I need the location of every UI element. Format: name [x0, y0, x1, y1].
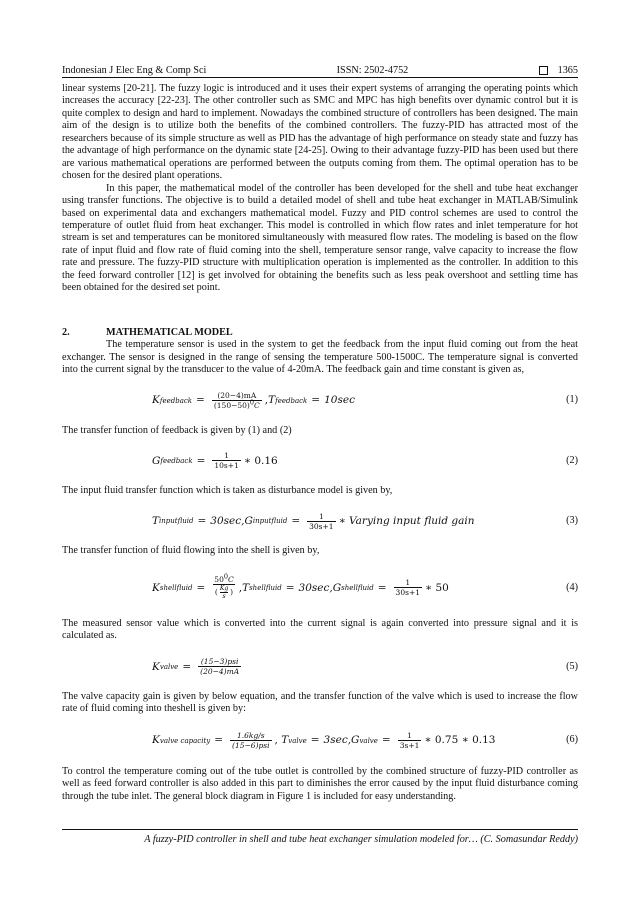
equation-1 — [62, 389, 578, 413]
issn: ISSN: 2502-4752 — [336, 65, 409, 76]
equation-1-math: K feedback = $\frac{(20-4)mA}{(150-50)^0C}$ , T feedback = 10sec — [152, 391, 355, 411]
equation-4 — [62, 570, 578, 606]
equation-6-math: K valve capacity = $\frac{1.6kg/s}{\text{(15−6)psi}}$ , T valve = 3sec, G valve = $\frac{1}{3s+1}$ ∗ 0.75 ∗ 0.13 — [152, 731, 496, 751]
body-text — [62, 83, 578, 803]
paragraph: The valve capacity gain is given by below equation, and the transfer function of the valve which is used to increase the flow rate of fluid coming into theshell is given by: — [62, 690, 578, 715]
equation-5-math: K valve = $\frac{\text{(15−3)psi}}{(20-4)mA}$ — [152, 657, 240, 677]
checkbox-square-icon — [539, 66, 548, 75]
journal-name: Indonesian J Elec Eng & Comp Sci — [62, 65, 207, 76]
section-heading — [62, 327, 578, 339]
equation-3-math: T inputfluid = 30sec, G inputfluid = $\frac{1}{30s+1}$ ∗ Varying input fluid gain — [152, 511, 475, 531]
section-title: MATHEMATICAL MODEL — [106, 326, 233, 338]
paragraph: To control the temperature coming out of the tube outlet is controlled by the combined structure of fuzzy-PID controller as well as feed forward controller is also added in this part to diminishes the error caused by the input fluid disturbance coming through the tube inlet. The general block diagram in Figure 1 is included for easy understanding. — [62, 765, 578, 802]
equation-number: (1) — [566, 394, 578, 406]
paragraph: In this paper, the mathematical model of the controller has been developed for the shell and tube heat exchanger using transfer functions. The objective is to build a detailed model of shell and tube heat exchanger in MATLAB/Simulink based on experimental data and exchangers mathematical model. Fuzzy and PID control schemes are used to control the temperature of outlet fluid from heat exchanger. This model is controlled in which flow rates and inlet temperature for hot stream is set and temperatures can be monitored simultaneously with measured flow rates. The modeling is based on the flow rate of input fluid and flow rate of fluid coming into the shell, temperature sensor range, valve capacity to increase the flow rate and pressure. The fuzzy-PID structure with multiplication operation is implemented as the controller. In addition to this the feed forward controller [12] is get involved for obtaining the benefits such as less peak overshoot and settling time has been obtained for the desired set point. — [62, 182, 578, 294]
footer-rule — [62, 829, 578, 830]
paragraph: The transfer function of fluid flowing into the shell is given by, — [62, 545, 320, 557]
equation-number: (3) — [566, 515, 578, 527]
page-number: 1365 — [557, 65, 578, 76]
equation-6 — [62, 728, 578, 754]
equation-4-math: K shellfluid = $50^0C$ ( $\frac{Kg}{s}$ ) , T shellfluid = 30sec, G shellfluid = $\frac{1}{30s+1}$ ∗ 50 — [152, 572, 449, 601]
paragraph: The transfer function of feedback is given by (1) and (2) — [62, 424, 292, 436]
equation-3 — [62, 509, 578, 533]
equation-number: (5) — [566, 660, 578, 672]
running-header — [62, 58, 578, 76]
running-footer: A fuzzy-PID controller in shell and tube heat exchanger simulation modeled for… (C. Somasundar Reddy) — [144, 834, 578, 845]
paragraph: linear systems [20-21]. The fuzzy logic is introduced and it uses their expert systems of arranging the operating points which increases the accuracy [22-23]. The other controller such as SMC and MPC has high benefits over dynamic control but it is quite complex to design and hard to implement. Nowadays the combined structure of controllers has been designed. The main aim of the design is to utilize both the benefits of the combined controllers. The fuzzy-PID has attracted most of the researchers because of its simple structure as well as PID has the advantage of high performance on steady state and fuzzy has the advantage of high performance on the dynamic state [24-25]. Owing to their advantage fuzzy-PID has been used but there are various mathematical operations are performed between the outputs coming from them. The optimal operation has to be chosen for the desired plant operations. — [62, 83, 578, 182]
header-rule — [62, 77, 578, 78]
paragraph: The input fluid transfer function which is taken as disturbance model is given by, — [62, 484, 393, 496]
paragraph: The temperature sensor is used in the system to get the feedback from the input fluid coming out from the heat exchanger. The sensor is designed in the range of sensing the temperature 500-1500C. The temperature signal is converted into the current signal by the transducer to the value of 4-20mA. The feedback gain and time constant is given as, — [62, 339, 578, 376]
paragraph: The measured sensor value which is converted into the current signal is again converted into pressure signal and it is calculated as. — [62, 617, 578, 642]
equation-number: (4) — [566, 581, 578, 593]
equation-number: (6) — [566, 734, 578, 746]
equation-2-math: G feedback = $\frac{1}{10s+1}$ ∗ 0.16 — [152, 451, 278, 471]
equation-5 — [62, 655, 578, 679]
equation-2 — [62, 449, 578, 473]
equation-number: (2) — [566, 454, 578, 466]
section-number: 2. — [62, 326, 70, 338]
header-right — [539, 65, 578, 76]
